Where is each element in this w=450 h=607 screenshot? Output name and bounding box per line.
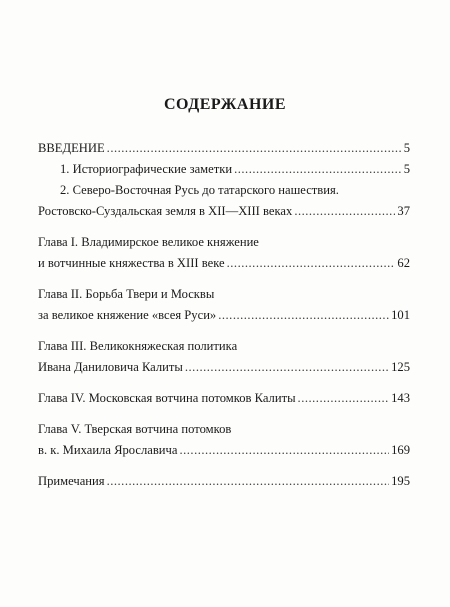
toc-entry-label: Ивана Даниловича Калиты: [38, 360, 183, 374]
dot-leader: [107, 138, 402, 159]
toc-entry-ch5: [38, 440, 410, 461]
toc-page-number: 62: [397, 256, 410, 270]
toc-entry-ch3-line1: Глава III. Великокняжеская политика: [38, 339, 238, 353]
dot-leader: [185, 357, 389, 378]
toc-entry-intro: [38, 138, 410, 159]
dot-leader: [298, 388, 390, 409]
toc-page-number: 195: [391, 474, 410, 488]
toc-entry-label: ВВЕДЕНИЕ: [38, 141, 105, 155]
toc-entry-label: Ростовско-Суздальская земля в XII—XIII веках: [38, 204, 293, 218]
dot-leader: [294, 201, 395, 222]
toc-page-number: 125: [391, 360, 410, 374]
toc-entry-ch1: [38, 253, 410, 274]
toc-page-number: 5: [403, 162, 410, 176]
page-title: СОДЕРЖАНИЕ: [163, 96, 287, 113]
dot-leader: [227, 253, 396, 274]
toc-page-number: 5: [403, 141, 410, 155]
toc-entry-label: 1. Историографические заметки: [60, 162, 233, 176]
toc-entry-intro-2-line1: 2. Северо-Восточная Русь до татарского нашествия.: [60, 183, 339, 197]
toc-entry-intro-2: [38, 201, 410, 222]
toc-entry-label: Глава IV. Московская вотчина потомков Калиты: [38, 391, 296, 405]
table-of-contents: [38, 138, 410, 492]
toc-entry-label: в. к. Михаила Ярославича: [38, 443, 178, 457]
toc-entry-ch1-line1: Глава I. Владимирское великое княжение: [38, 235, 259, 249]
toc-entry-notes: [38, 471, 410, 492]
dot-leader: [218, 305, 389, 326]
toc-page-number: 37: [397, 204, 410, 218]
toc-entry-ch3: [38, 357, 410, 378]
dot-leader: [179, 440, 389, 461]
toc-entry-label: и вотчинные княжества в XIII веке: [38, 256, 225, 270]
dot-leader: [107, 471, 390, 492]
toc-page-number: 169: [391, 443, 410, 457]
dot-leader: [234, 159, 402, 180]
toc-page-number: 143: [391, 391, 410, 405]
toc-entry-ch2-line1: Глава II. Борьба Твери и Москвы: [38, 287, 215, 301]
toc-entry-label: Примечания: [38, 474, 105, 488]
toc-entry-ch2: [38, 305, 410, 326]
toc-page-number: 101: [391, 308, 410, 322]
toc-entry-label: за великое княжение «всея Руси»: [38, 308, 217, 322]
toc-entry-ch5-line1: Глава V. Тверская вотчина потомков: [38, 422, 232, 436]
toc-entry-intro-1: [38, 159, 410, 180]
toc-entry-ch4: [38, 388, 410, 409]
